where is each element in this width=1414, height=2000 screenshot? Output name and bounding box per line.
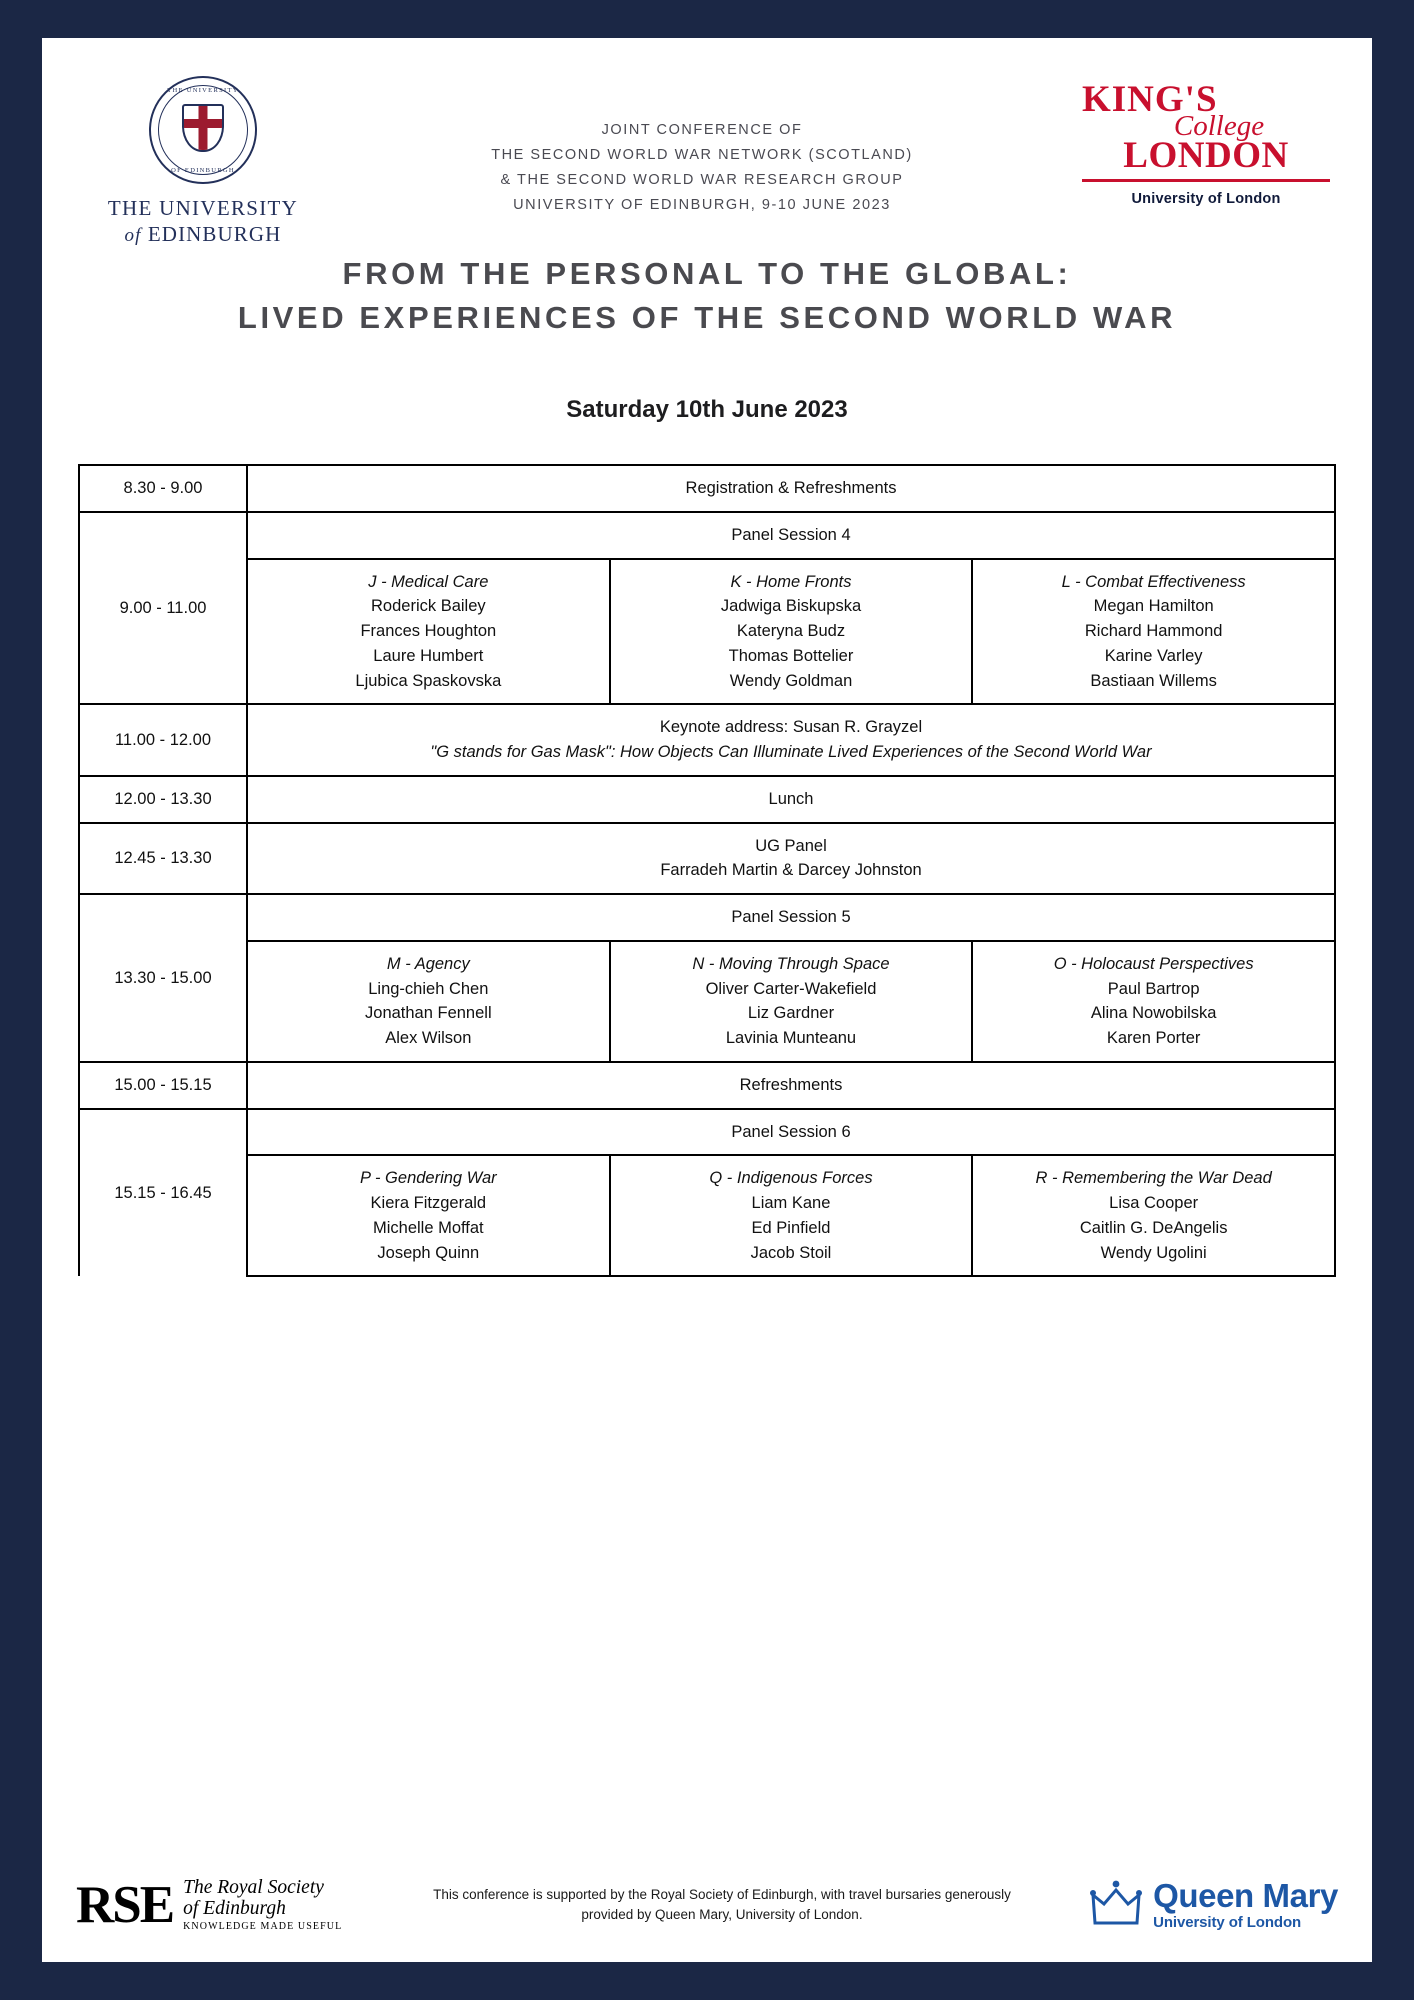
panel4-k-speaker-3: Thomas Bottelier	[728, 646, 854, 665]
panel4-j-speaker-4: Ljubica Spaskovska	[355, 671, 502, 690]
panel5-n-speaker-1: Oliver Carter-Wakefield	[705, 979, 877, 998]
panel6-p-speaker-2: Michelle Moffat	[372, 1218, 484, 1237]
registration-time: 8.30 - 9.00	[79, 465, 247, 512]
panel5-n-speaker-2: Liz Gardner	[747, 1004, 835, 1023]
table-row	[79, 1062, 1335, 1109]
schedule-table-wrapper	[42, 424, 1372, 1850]
panel5-column-n	[610, 941, 973, 1062]
table-row	[79, 823, 1335, 895]
crest-shield-icon	[182, 104, 224, 152]
table-row	[79, 941, 1335, 1062]
royal-society-edinburgh-logo	[76, 1877, 406, 1933]
panel6-q-speaker-2: Ed Pinfield	[751, 1218, 831, 1237]
panel4-heading: Panel Session 4	[247, 512, 1335, 559]
rse-wordmark-tagline: KNOWLEDGE MADE USEFUL	[183, 1921, 343, 1933]
registration-label: Registration & Refreshments	[247, 465, 1335, 512]
panel5-o-speaker-1: Paul Bartrop	[1107, 979, 1200, 998]
panel4-k-title: K - Home Fronts	[730, 572, 852, 591]
panel5-n-title: N - Moving Through Space	[692, 954, 890, 973]
rse-monogram-icon: RSE	[76, 1875, 174, 1934]
panel5-heading: Panel Session 5	[247, 894, 1335, 941]
panel4-column-k	[610, 559, 973, 705]
kcl-college-text: College	[1173, 109, 1265, 142]
panel5-column-o	[972, 941, 1335, 1062]
table-row	[79, 465, 1335, 512]
panel6-column-p	[247, 1155, 610, 1276]
panel4-j-speaker-1: Roderick Bailey	[371, 597, 486, 616]
panel4-column-l	[972, 559, 1335, 705]
table-row	[79, 894, 1335, 941]
crest-cross-vertical	[199, 106, 208, 150]
panel6-heading: Panel Session 6	[247, 1109, 1335, 1156]
panel5-m-title: M - Agency	[386, 954, 470, 973]
poster-header	[42, 38, 1372, 248]
panel6-p-speaker-3: Joseph Quinn	[377, 1243, 480, 1262]
panel4-column-j	[247, 559, 610, 705]
lunch-label: Lunch	[247, 776, 1335, 823]
panel4-l-speaker-3: Karine Varley	[1104, 646, 1203, 665]
panel4-l-speaker-4: Bastiaan Willems	[1090, 671, 1217, 690]
university-of-edinburgh-logo	[78, 66, 328, 248]
refreshments-label: Refreshments	[247, 1062, 1335, 1109]
queen-mary-university: University of London	[1153, 1913, 1302, 1931]
crown-icon	[1089, 1879, 1143, 1930]
conference-subtitle-block	[328, 66, 1076, 218]
edinburgh-wordmark-line2	[108, 221, 298, 248]
kcl-london-text: LONDON	[1123, 134, 1289, 176]
panel4-l-speaker-2: Richard Hammond	[1084, 622, 1223, 641]
panel4-l-title: L - Combat Effectiveness	[1061, 572, 1246, 591]
keynote-time: 11.00 - 12.00	[79, 704, 247, 776]
edinburgh-wordmark-of: of	[124, 225, 142, 247]
conference-line-4: UNIVERSITY OF EDINBURGH, 9-10 JUNE 2023	[513, 196, 891, 213]
panel6-q-speaker-1: Liam Kane	[751, 1194, 831, 1213]
schedule-table	[78, 464, 1336, 1277]
keynote-speaker-line: Keynote address: Susan R. Grayzel	[659, 718, 923, 737]
table-row	[79, 1155, 1335, 1276]
panel6-r-speaker-2: Caitlin G. DeAngelis	[1079, 1218, 1228, 1237]
queen-mary-wordmark	[1153, 1879, 1338, 1930]
panel4-k-speaker-1: Jadwiga Biskupska	[720, 597, 862, 616]
queen-mary-logo	[1038, 1879, 1338, 1930]
edinburgh-crest-icon	[149, 76, 257, 184]
queen-mary-name: Queen Mary	[1153, 1877, 1338, 1915]
panel6-column-q	[610, 1155, 973, 1276]
crest-cross-horizontal	[184, 119, 222, 128]
panel5-o-speaker-2: Alina Nowobilska	[1090, 1004, 1217, 1023]
ug-panel-cell	[247, 823, 1335, 895]
edinburgh-wordmark-city: EDINBURGH	[147, 222, 282, 247]
kcl-kings-text: KING'S	[1082, 79, 1218, 120]
kcl-university-text: University of London	[1131, 190, 1281, 207]
panel5-n-speaker-3: Lavinia Munteanu	[725, 1029, 857, 1048]
rse-wordmark-line2: of Edinburgh	[183, 1898, 286, 1920]
panel5-m-speaker-3: Alex Wilson	[385, 1029, 472, 1048]
panel6-column-r	[972, 1155, 1335, 1276]
refreshments-time: 15.00 - 15.15	[79, 1062, 247, 1109]
kings-college-london-logo	[1076, 66, 1336, 207]
table-row	[79, 512, 1335, 559]
page-title	[42, 248, 1372, 340]
keynote-cell	[247, 704, 1335, 776]
ug-panel-label: UG Panel	[755, 836, 827, 855]
panel5-m-speaker-1: Ling-chieh Chen	[368, 979, 489, 998]
panel6-r-speaker-1: Lisa Cooper	[1109, 1194, 1199, 1213]
panel5-time: 13.30 - 15.00	[79, 894, 247, 1062]
day-heading: Saturday 10th June 2023	[566, 396, 848, 424]
panel4-k-speaker-4: Wendy Goldman	[729, 671, 853, 690]
panel5-m-speaker-2: Jonathan Fennell	[365, 1004, 492, 1023]
panel4-j-title: J - Medical Care	[368, 572, 489, 591]
edinburgh-wordmark-line1: THE UNIVERSITY	[107, 196, 299, 220]
lunch-time: 12.00 - 13.30	[79, 776, 247, 823]
conference-line-2: THE SECOND WORLD WAR NETWORK (SCOTLAND)	[491, 146, 913, 163]
poster-sheet	[42, 38, 1372, 1962]
panel6-q-title: Q - Indigenous Forces	[709, 1169, 873, 1188]
panel6-p-title: P - Gendering War	[360, 1169, 497, 1188]
panel6-q-speaker-3: Jacob Stoil	[750, 1243, 832, 1262]
panel4-j-speaker-2: Frances Houghton	[360, 622, 497, 641]
funding-support-text: This conference is supported by the Royal Society of Edinburgh, with travel bursaries generously provided by Queen Mary, University of London.	[433, 1886, 1011, 1922]
panel5-column-m	[247, 941, 610, 1062]
rse-wordmark-line1: The Royal Society	[183, 1877, 324, 1899]
panel4-j-speaker-3: Laure Humbert	[373, 646, 484, 665]
rse-wordmark	[183, 1877, 342, 1933]
edinburgh-wordmark	[108, 196, 298, 248]
keynote-talk-title: "G stands for Gas Mask": How Objects Can Illuminate Lived Experiences of the Second World War	[430, 743, 1152, 762]
panel5-o-title: O - Holocaust Perspectives	[1053, 954, 1254, 973]
ug-panel-time: 12.45 - 13.30	[79, 823, 247, 895]
table-row	[79, 776, 1335, 823]
poster-footer	[42, 1850, 1372, 1962]
panel6-r-speaker-3: Wendy Ugolini	[1100, 1243, 1207, 1262]
crest-bottom-text: OF EDINBURGH	[171, 167, 235, 174]
panel4-k-speaker-2: Kateryna Budz	[736, 622, 846, 641]
crest-top-text: THE UNIVERSITY	[167, 87, 239, 94]
panel6-r-title: R - Remembering the War Dead	[1035, 1169, 1272, 1188]
ug-panel-speakers: Farradeh Martin & Darcey Johnston	[660, 861, 922, 880]
table-row	[79, 704, 1335, 776]
panel6-p-speaker-1: Kiera Fitzgerald	[370, 1194, 487, 1213]
kcl-divider-rule	[1082, 179, 1330, 182]
table-row	[79, 559, 1335, 705]
conference-line-1: JOINT CONFERENCE OF	[601, 122, 803, 138]
table-row	[79, 1109, 1335, 1156]
panel6-time: 15.15 - 16.45	[79, 1109, 247, 1277]
panel5-o-speaker-3: Karen Porter	[1106, 1029, 1201, 1048]
panel4-time: 9.00 - 11.00	[79, 512, 247, 705]
panel4-l-speaker-1: Megan Hamilton	[1093, 597, 1214, 616]
page-title-line1: FROM THE PERSONAL TO THE GLOBAL:	[342, 256, 1072, 291]
page-title-line2: LIVED EXPERIENCES OF THE SECOND WORLD WAR	[237, 300, 1177, 336]
conference-line-3: & THE SECOND WORLD WAR RESEARCH GROUP	[500, 171, 904, 188]
